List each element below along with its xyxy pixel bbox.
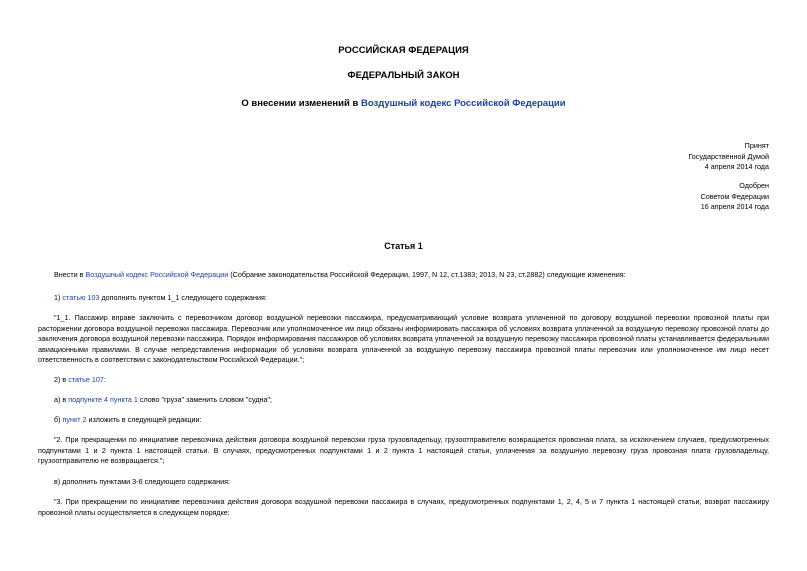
item-2: [38, 375, 769, 386]
item-2b-quote: "2. При прекращении по инициативе перевозчика действия договора воздушной перевозки груза грузовладельцу, грузоотправителю возвращается провозная плата, за исключением случаев, предусмотренных подпунктами 1 и 2 пункта 1 настоящей статьи. В случаях, предусмотренных подпунктами 1 и 2 пункта 1 настоящей статьи, уплаченная за воздушную перевозку груза провозная плата грузовладельцу, грузоотправителю не возвращается.";: [38, 435, 769, 465]
approved-block: [569, 181, 769, 213]
item-2a-text: слово "груза" заменить словом "судна";: [137, 395, 273, 404]
item-1-text: дополнить пунктом 1_1 следующего содержания:: [99, 293, 267, 302]
article-107-link[interactable]: статье 107: [68, 375, 104, 384]
item-2a-prefix: а) в: [54, 395, 69, 404]
federation-heading: РОССИЙСКАЯ ФЕДЕРАЦИЯ: [338, 45, 469, 56]
item-2c-quote: "3. При прекращении по инициативе перевозчика действия договора воздушной перевозки пассажира в случаях, предусмотренных подпунктами 1, 2, 4, 5 и 7 пункта 1 настоящей статьи, возврат пассажиру провозной платы осуществляется в следующем порядке:: [38, 497, 769, 517]
intro-text-tail: (Собрание законодательства Российской Федерации, 1997, N 12, ст.1383; 2013, N 23, ст.2882) следующие изменения:: [228, 270, 626, 279]
article-103-link[interactable]: статью 103: [62, 293, 100, 302]
air-code-link-intro[interactable]: Воздушный кодекс Российской Федерации: [85, 270, 229, 279]
item-2c: в) дополнить пунктами 3-6 следующего содержания:: [54, 477, 231, 486]
accepted-block: [569, 141, 769, 173]
item-2a: [38, 395, 769, 406]
item-2-prefix: 2) в: [54, 375, 69, 384]
law-title-prefix: О внесении изменений в: [241, 98, 361, 109]
intro-paragraph: [38, 270, 769, 281]
law-title: [0, 98, 807, 109]
item-2b-text: изложить в следующей редакции:: [86, 415, 202, 424]
article-title: Статья 1: [384, 241, 423, 251]
air-code-link[interactable]: Воздушный кодекс Российской Федерации: [360, 98, 566, 109]
approved-label: Одобрен: [739, 181, 769, 190]
accepted-body: Государственной Думой: [688, 151, 769, 161]
item-1-quote: "1_1. Пассажир вправе заключить с перевозчиком договор воздушной перевозки пассажира, предусматривающий условие возврата уплаченной по договору воздушной перевозки провозной платы при расторжении договора воздушной перевозки пассажира. Перевозчик или уполномоченное им лицо обязаны информировать пассажира об условиях возврата уплаченной за воздушную перевозку провозной платы до заключения договора воздушной перевозки пассажира. Порядок информирования пассажиров об условиях возврата уплаченной за воздушную перевозку пассажира провозной платы устанавливается федеральными авиационными правилами. В случае непредставления информации об условиях возврата уплаченной за воздушную перевозку пассажира провозной платы перевозчик или уполномоченное им лицо несет ответственность в соответствии с законодательством Российской Федерации.";: [38, 313, 769, 364]
accepted-label: Принят: [744, 141, 769, 150]
intro-text: Внести в: [54, 270, 86, 279]
subparagraph-4-link[interactable]: подпункте 4 пункта 1: [68, 395, 138, 404]
item-2-text: :: [103, 375, 106, 384]
item-1-prefix: 1): [54, 293, 63, 302]
approved-body: Советом Федерации: [700, 191, 769, 201]
item-1: [38, 293, 769, 304]
item-2b-prefix: б): [54, 415, 63, 424]
law-type-heading: ФЕДЕРАЛЬНЫЙ ЗАКОН: [347, 70, 460, 81]
paragraph-2-link[interactable]: пункт 2: [62, 415, 87, 424]
accepted-date: 4 апреля 2014 года: [704, 162, 769, 172]
approved-date: 16 апреля 2014 года: [700, 202, 769, 212]
item-2b: [38, 415, 769, 426]
